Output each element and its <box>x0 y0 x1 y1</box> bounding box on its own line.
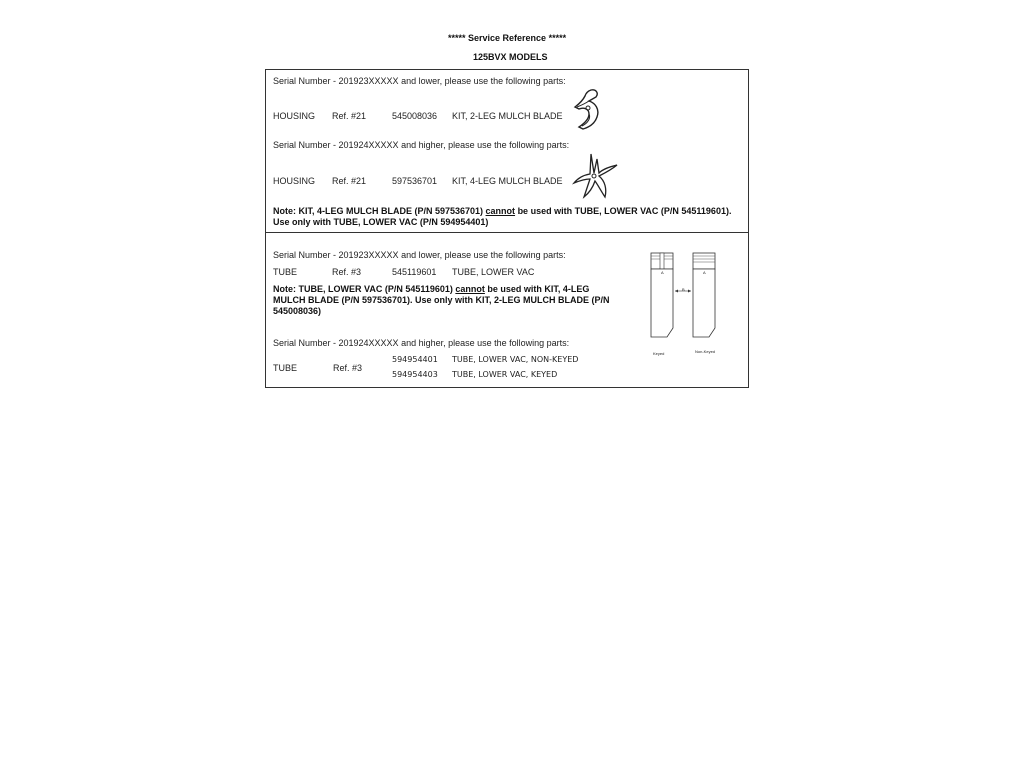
part-ref: Ref. #21 <box>332 176 367 186</box>
part-number: 545008036 <box>392 111 438 121</box>
part-description: TUBE, LOWER VAC <box>452 267 535 277</box>
label-b: B <box>682 287 685 292</box>
part-number: 594954403 <box>392 370 438 379</box>
label-a: A <box>703 270 706 275</box>
part-ref: Ref. #3 <box>333 363 363 373</box>
part-ref: Ref. #21 <box>332 111 367 121</box>
tube-section <box>265 232 749 388</box>
part-number: 594954401 <box>392 355 438 364</box>
part-ref: Ref. #3 <box>332 267 362 277</box>
2-leg-mulch-blade-icon <box>569 87 603 136</box>
part-description: KIT, 4-LEG MULCH BLADE <box>452 176 563 186</box>
compatibility-note: Note: TUBE, LOWER VAC (P/N 545119601) cannot be used with KIT, 4-LEG MULCH BLADE (P/N 597536701). Use only with KIT, 2-LEG MULCH BLADE (P/N 545008036) <box>273 284 610 316</box>
4-leg-mulch-blade-icon <box>571 151 619 206</box>
part-description: TUBE, LOWER VAC, NON-KEYED <box>452 355 579 364</box>
part-name: TUBE <box>273 267 298 277</box>
serial-lower-text: Serial Number - 201923XXXXX and lower, please use the following parts: <box>273 250 566 260</box>
part-name: HOUSING <box>273 111 316 121</box>
page-title: ***** Service Reference ***** <box>448 33 567 43</box>
part-number: 597536701 <box>392 176 438 186</box>
part-number: 545119601 <box>392 267 437 277</box>
lower-vac-tube-icon <box>648 250 728 355</box>
housing-section <box>265 69 749 233</box>
page-subtitle: 125BVX MODELS <box>473 52 548 62</box>
label-a: A <box>661 270 664 275</box>
non-keyed-label: Non-Keyed <box>695 349 716 354</box>
compatibility-note: Note: KIT, 4-LEG MULCH BLADE (P/N 597536701) cannot be used with TUBE, LOWER VAC (P/N 545119601). Use only with TUBE, LOWER VAC (P/N 594954401) <box>273 206 732 227</box>
part-description: TUBE, LOWER VAC, KEYED <box>452 370 558 379</box>
part-description: KIT, 2-LEG MULCH BLADE <box>452 111 563 121</box>
keyed-label: Keyed <box>653 351 665 356</box>
serial-higher-text: Serial Number - 201924XXXXX and higher, please use the following parts: <box>273 140 570 150</box>
serial-lower-text: Serial Number - 201923XXXXX and lower, please use the following parts: <box>273 76 566 86</box>
serial-higher-text: Serial Number - 201924XXXXX and higher, please use the following parts: <box>273 338 570 348</box>
part-name: TUBE <box>273 363 298 373</box>
part-name: HOUSING <box>273 176 316 186</box>
